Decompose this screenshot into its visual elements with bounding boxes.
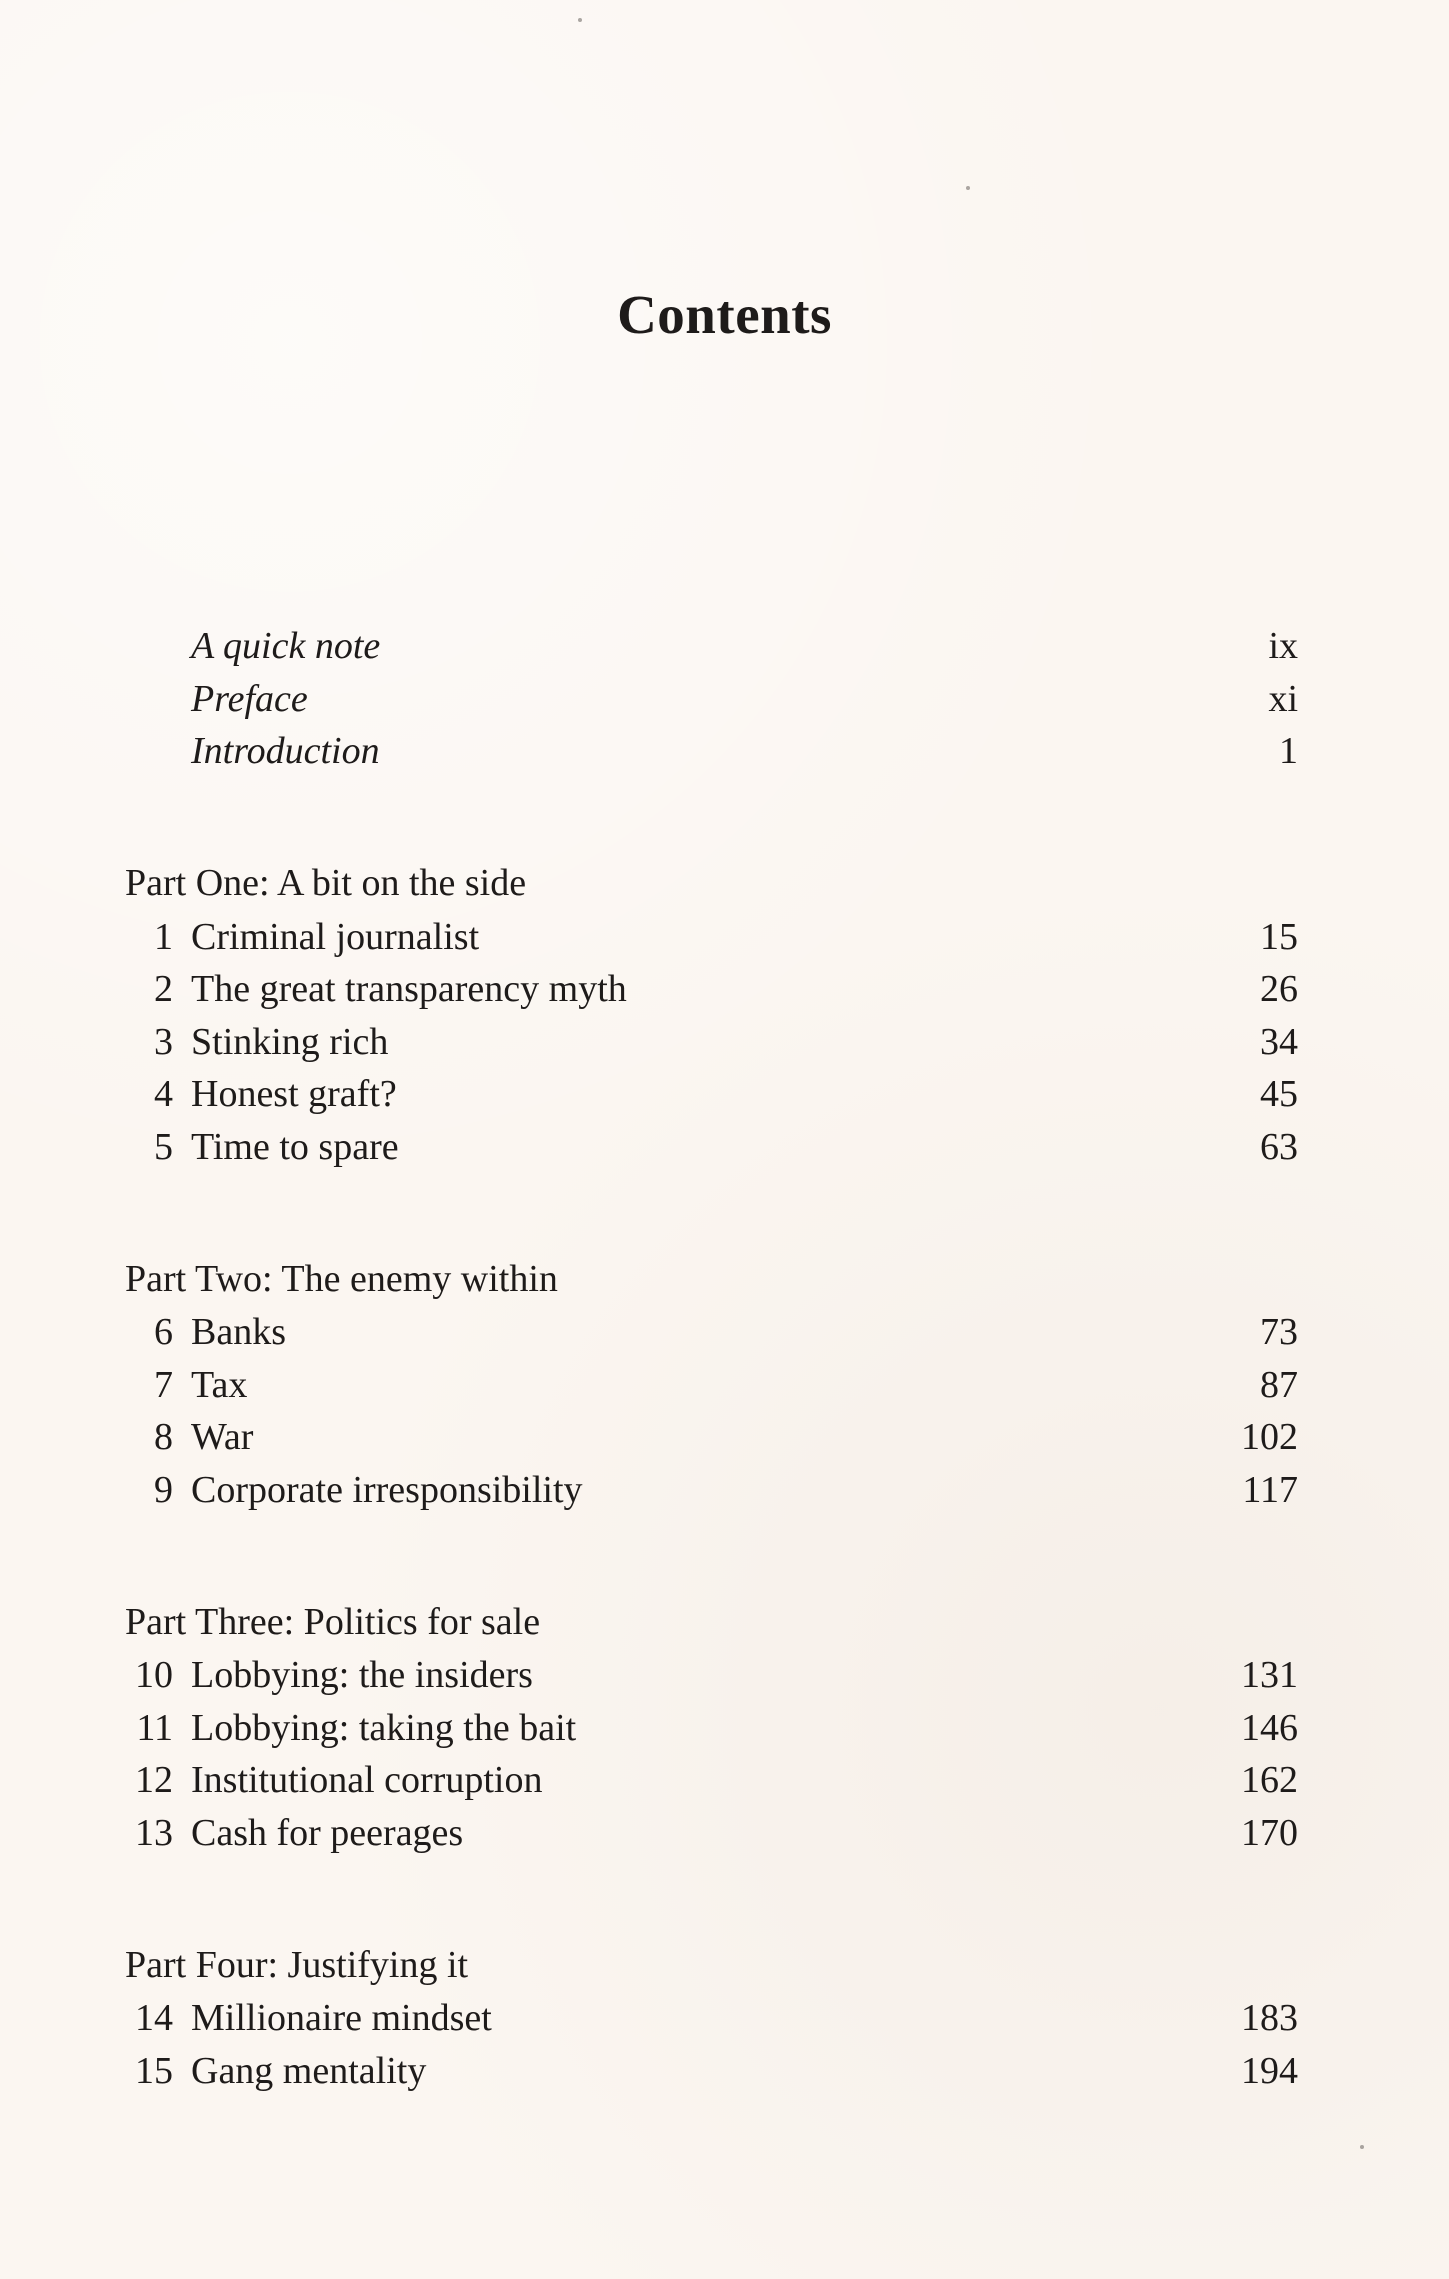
page-number: 194 <box>1241 2050 1298 2092</box>
page-number: 87 <box>1260 1364 1298 1406</box>
page-number: 162 <box>1241 1759 1298 1801</box>
part-heading: Part Two: The enemy within <box>125 1258 558 1300</box>
page-number: 1 <box>1279 730 1298 772</box>
page-number: 117 <box>1242 1469 1298 1511</box>
chapter-title: The great transparency myth <box>191 968 627 1010</box>
chapter-number: 14 <box>135 1997 173 2039</box>
chapter-number: 4 <box>154 1073 173 1115</box>
page-number: 183 <box>1241 1997 1298 2039</box>
page-number: 34 <box>1260 1021 1298 1063</box>
paper-speck <box>1360 2145 1364 2149</box>
page-number: ix <box>1268 625 1298 667</box>
page-number: 170 <box>1241 1812 1298 1854</box>
chapter-title: War <box>191 1416 254 1458</box>
chapter-title: Corporate irresponsibility <box>191 1469 583 1511</box>
chapter-number: 1 <box>154 916 173 958</box>
chapter-number: 3 <box>154 1021 173 1063</box>
chapter-number: 9 <box>154 1469 173 1511</box>
chapter-number: 5 <box>154 1126 173 1168</box>
chapter-entry[interactable] <box>125 1121 1298 1173</box>
paper-speck <box>578 18 582 22</box>
chapter-entry[interactable] <box>125 1754 1298 1806</box>
chapter-entry[interactable] <box>125 2045 1298 2097</box>
chapter-entry[interactable] <box>125 1702 1298 1754</box>
part-heading: Part Three: Politics for sale <box>125 1601 541 1643</box>
front-matter-item[interactable] <box>125 725 1298 777</box>
chapter-title: Honest graft? <box>191 1073 397 1115</box>
chapter-entry[interactable] <box>125 1992 1298 2044</box>
page-number: 26 <box>1260 968 1298 1010</box>
chapter-entry[interactable] <box>125 1649 1298 1701</box>
chapter-entry[interactable] <box>125 1016 1298 1068</box>
page-number: 45 <box>1260 1073 1298 1115</box>
part-heading: Part Four: Justifying it <box>125 1944 469 1986</box>
chapter-title: Gang mentality <box>191 2050 427 2092</box>
chapter-entry[interactable] <box>125 1306 1298 1358</box>
page-number: 15 <box>1260 916 1298 958</box>
chapter-title: Criminal journalist <box>191 916 480 958</box>
chapter-number: 2 <box>154 968 173 1010</box>
entry-title: Preface <box>191 678 308 720</box>
chapter-entry[interactable] <box>125 963 1298 1015</box>
front-matter-item[interactable] <box>125 673 1298 725</box>
chapter-title: Lobbying: taking the bait <box>191 1707 577 1749</box>
page-title: Contents <box>617 284 832 345</box>
chapter-number: 10 <box>135 1654 173 1696</box>
chapter-number: 11 <box>136 1707 173 1749</box>
chapter-number: 13 <box>135 1812 173 1854</box>
chapter-title: Banks <box>191 1311 286 1353</box>
chapter-title: Tax <box>191 1364 248 1406</box>
chapter-entry[interactable] <box>125 1807 1298 1859</box>
chapter-entry[interactable] <box>125 1359 1298 1411</box>
page-number: 73 <box>1260 1311 1298 1353</box>
page-number: 63 <box>1260 1126 1298 1168</box>
chapter-entry[interactable] <box>125 1464 1298 1516</box>
chapter-title: Time to spare <box>191 1126 399 1168</box>
chapter-number: 12 <box>135 1759 173 1801</box>
entry-title: A quick note <box>191 625 381 667</box>
paper-speck <box>966 186 970 190</box>
page-number: 146 <box>1241 1707 1298 1749</box>
chapter-title: Institutional corruption <box>191 1759 543 1801</box>
page-number: xi <box>1268 678 1298 720</box>
chapter-title: Millionaire mindset <box>191 1997 492 2039</box>
part-heading: Part One: A bit on the side <box>125 862 527 904</box>
front-matter-item[interactable] <box>125 620 1298 672</box>
chapter-title: Cash for peerages <box>191 1812 464 1854</box>
chapter-entry[interactable] <box>125 1068 1298 1120</box>
page-number: 102 <box>1241 1416 1298 1458</box>
chapter-number: 15 <box>135 2050 173 2092</box>
chapter-title: Lobbying: the insiders <box>191 1654 533 1696</box>
entry-title: Introduction <box>191 730 380 772</box>
chapter-title: Stinking rich <box>191 1021 389 1063</box>
chapter-number: 6 <box>154 1311 173 1353</box>
page-number: 131 <box>1241 1654 1298 1696</box>
chapter-entry[interactable] <box>125 1411 1298 1463</box>
chapter-entry[interactable] <box>125 911 1298 963</box>
chapter-number: 7 <box>154 1364 173 1406</box>
chapter-number: 8 <box>154 1416 173 1458</box>
